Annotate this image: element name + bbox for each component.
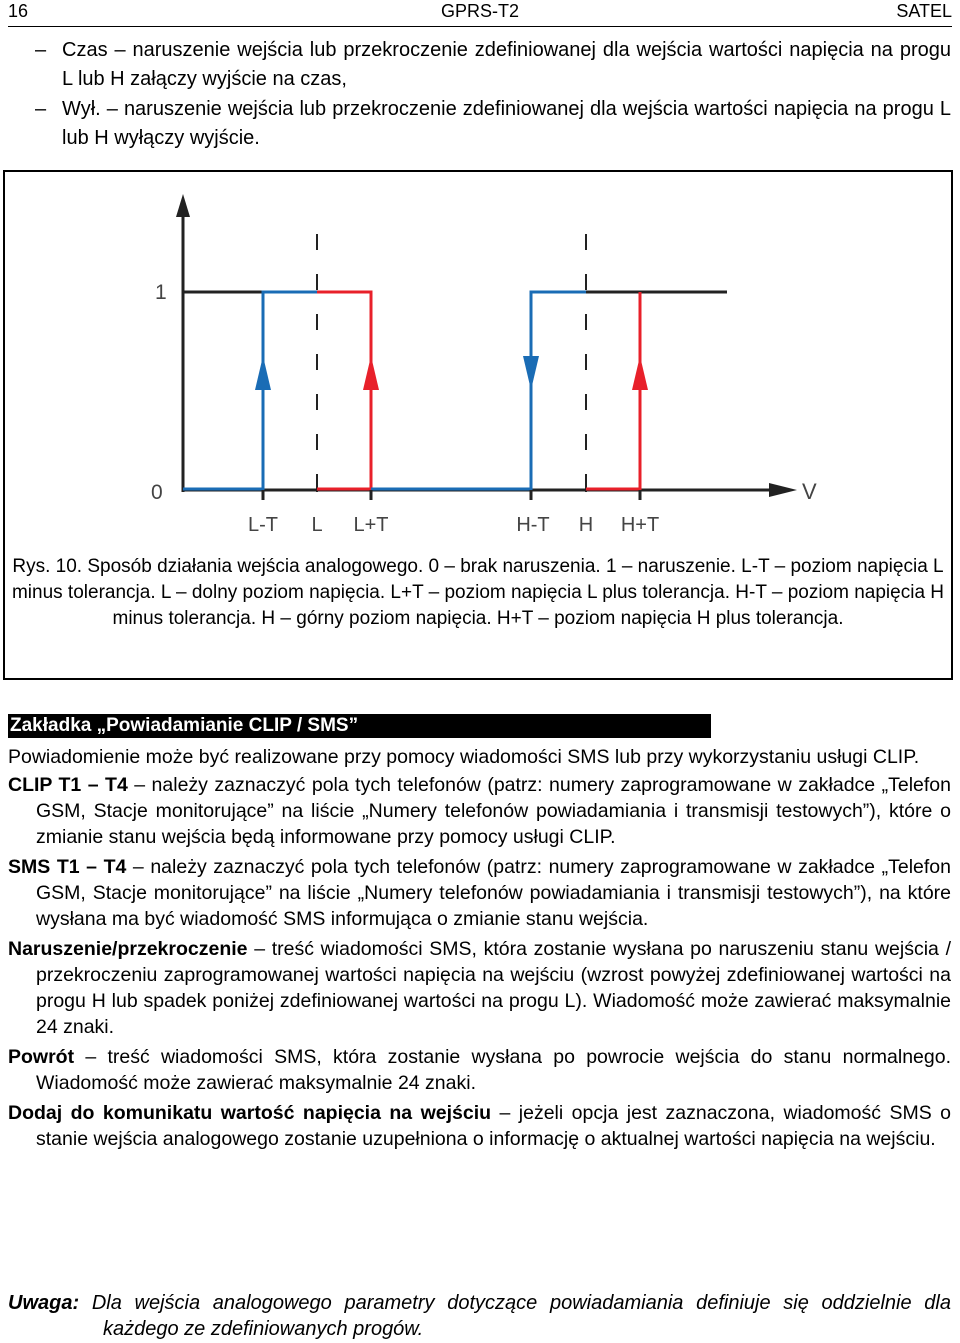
document-title: GPRS-T2 (440, 1, 519, 21)
x-axis-label: V (802, 479, 817, 504)
red-down-arrow-icon (363, 356, 379, 390)
definition-item (8, 1044, 951, 1096)
page-header (8, 0, 952, 27)
red-up-arrow-icon (632, 356, 648, 390)
list-item (35, 36, 951, 94)
section-body (8, 744, 951, 1152)
x-axis-arrow-icon (769, 483, 797, 497)
blue-up-arrow-icon (255, 356, 271, 390)
red-path-low (317, 292, 371, 489)
note-text: Dla wejścia analogowego parametry dotyczące powiadamiania definiuje się oddzielnie dla każdego ze zdefiniowanych progów. (79, 1292, 951, 1340)
list-dash: – (35, 98, 47, 120)
page-number: 16 (8, 1, 29, 21)
definition-item (8, 854, 951, 932)
definition-term: Powrót (8, 1046, 75, 1068)
y-axis-arrow-icon (176, 194, 190, 217)
tick-label: H-T (516, 514, 550, 536)
definition-term: CLIP T1 – T4 (8, 774, 128, 796)
red-path-high (586, 292, 640, 489)
section-title: Zakładka „Powiadamianie CLIP / SMS” (8, 714, 711, 738)
definition-text: – treść wiadomości SMS, która zostanie wysłana po naruszeniu stanu wejścia / przekroczeniu zaprogramowanej wartości napięcia na wejściu (wzrost powyżej zdefiniowanej wartości na progu H lub spadek poniżej zdefiniowanej wartości na progu L). Wiadomość może zawierać maksymalnie 24 znaki. (36, 938, 951, 1038)
blue-down-arrow-icon (523, 356, 539, 390)
definition-item (8, 936, 951, 1040)
list-item-text: Czas – naruszenie wejścia lub przekroczenie zdefiniowanej dla wejścia wartości napięcia na progu L lub H załączy wyjście na czas, (62, 39, 951, 90)
tick-label: L (311, 514, 323, 536)
option-list (35, 36, 951, 154)
blue-path-low (183, 292, 317, 489)
definition-item (8, 772, 951, 850)
definition-text: – należy zaznaczyć pola tych telefonów (patrz: numery zaprogramowane w zakładce „Telefon GSM, Stacje monitorujące” na liście „Numery telefonów powiadamiania i transmisji testowych”), na które wysłana ma być wiadomość SMS informująca o zmianie stanu wejścia. (36, 856, 951, 930)
blue-path-high (371, 292, 586, 489)
list-dash: – (35, 39, 47, 61)
figure-analog-input (3, 170, 953, 680)
intro-paragraph: Powiadomienie może być realizowane przy pomocy wiadomości SMS lub przy wykorzystaniu usługi CLIP. (8, 746, 920, 768)
tick-label: H+T (620, 514, 660, 536)
note-box (8, 1290, 951, 1342)
figure-caption: Rys. 10. Sposób działania wejścia analogowego. 0 – brak naruszenia. 1 – naruszenie. L-T – poziom napięcia L minus tolerancja. L – dolny poziom napięcia. L+T – poziom napięcia L plus tolerancja. H-T – poziom napięcia H minus tolerancja. H – górny poziom napięcia. H+T – poziom napięcia H plus tolerancja. (11, 556, 945, 629)
brand-name: SATEL (896, 1, 952, 21)
tick-label: H (578, 514, 594, 536)
note-paragraph (8, 1290, 951, 1342)
definition-text: – treść wiadomości SMS, która zostanie wysłana po powrocie wejścia do stanu normalnego. Wiadomość może zawierać maksymalnie 24 znaki. (36, 1046, 951, 1094)
definition-term: Dodaj do komunikatu wartość napięcia na wejściu (8, 1102, 492, 1124)
definition-text: – jeżeli opcja jest zaznaczona, wiadomość SMS o stanie wejścia analogowego zostanie uzupełniona o informację o aktualnej wartości napięcia na wejściu. (36, 1102, 951, 1150)
note-label: Uwaga: (8, 1292, 80, 1314)
tick-label: L-T (248, 514, 278, 536)
definition-item (8, 1100, 951, 1152)
list-item (35, 95, 951, 153)
y-label-one: 1 (155, 281, 167, 304)
tick-label: L+T (353, 514, 389, 536)
definition-text: – należy zaznaczyć pola tych telefonów (patrz: numery zaprogramowane w zakładce „Telefon GSM, Stacje monitorujące” na liście „Numery telefonów powiadamiania i transmisji testowych”), które o zmianie stanu wejścia będą informowane przy pomocy usługi CLIP. (36, 774, 951, 848)
list-item-text: Wył. – naruszenie wejścia lub przekroczenie zdefiniowanej dla wejścia wartości napięcia na progu L lub H wyłączy wyjście. (62, 98, 951, 149)
y-label-zero: 0 (151, 481, 163, 504)
definition-term: SMS T1 – T4 (8, 856, 127, 878)
definition-term: Naruszenie/przekroczenie (8, 938, 248, 960)
